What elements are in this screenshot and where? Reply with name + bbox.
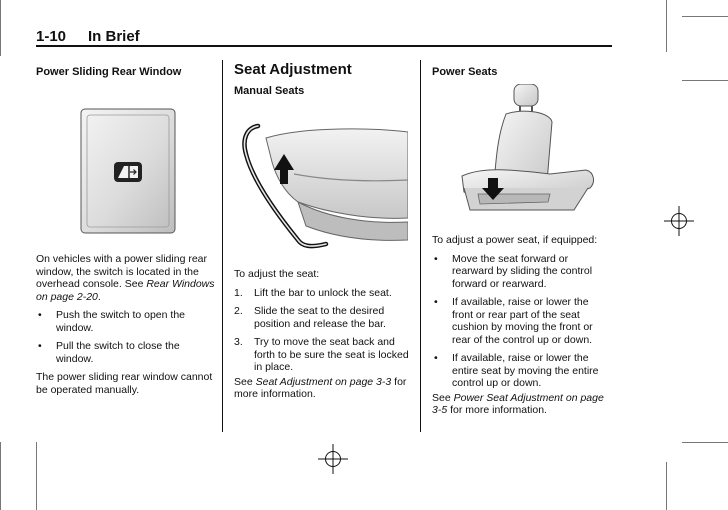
- crop-mark: [682, 442, 728, 443]
- paragraph: See Power Seat Adjustment on page 3-5 for more information.: [432, 391, 604, 416]
- cross-reference: Rear Windows on page 2-20: [36, 278, 215, 303]
- rear-window-switch-illustration: [80, 108, 176, 234]
- section-title: Seat Adjustment: [234, 61, 352, 78]
- column-seat-adjustment-body: [234, 268, 414, 401]
- rear-window-switch-icon: [114, 162, 142, 182]
- paragraph: The power sliding rear window cannot be operated manually.: [36, 371, 213, 396]
- crop-mark: [0, 0, 1, 56]
- column-power-sliding-rear-window: [36, 66, 216, 79]
- section-title: Power Seats: [432, 66, 498, 78]
- list-item: • Pull the switch to close the window.: [38, 340, 180, 365]
- bullet-icon: •: [38, 340, 42, 352]
- paragraph: On vehicles with a power sliding rear window, the switch is located in the overhead console. See Rear Windows on page 2-20.: [36, 253, 215, 303]
- list-item: • Push the switch to open the window.: [38, 309, 185, 334]
- crop-mark: [682, 80, 728, 81]
- cross-reference: Power Seat Adjustment on page 3-5: [432, 391, 604, 416]
- list-item: 3. Try to move the seat back and forth to be sure the seat is locked in place.: [234, 336, 409, 373]
- paragraph: To adjust the seat:: [234, 268, 320, 280]
- chapter-title: In Brief: [88, 28, 140, 45]
- header-rule: [36, 45, 612, 47]
- manual-seat-illustration: [236, 118, 408, 256]
- crop-mark: [666, 462, 667, 510]
- column-power-sliding-rear-window-body: [36, 253, 218, 396]
- section-title: Power Sliding Rear Window: [36, 66, 182, 78]
- crop-mark: [0, 442, 1, 510]
- bullet-icon: •: [434, 296, 438, 308]
- registration-mark-icon: [318, 444, 348, 474]
- column-divider: [222, 60, 223, 432]
- registration-mark-icon: [664, 206, 694, 236]
- bullet-icon: •: [38, 309, 42, 321]
- column-seat-adjustment: [234, 61, 412, 97]
- list-item: • If available, raise or lower the entire seat by moving the entire control up or down.: [434, 352, 599, 389]
- paragraph: See Seat Adjustment on page 3-3 for more information.: [234, 375, 407, 400]
- crop-mark: [36, 442, 37, 510]
- list-item: • Move the seat forward or rearward by sliding the control forward or rearward.: [434, 252, 593, 290]
- column-divider: [420, 60, 421, 432]
- page-number: 1-10: [36, 28, 67, 45]
- crop-mark: [666, 0, 667, 52]
- list-item: • If available, raise or lower the front or rear part of the seat cushion by moving the front or rear of the control up or down.: [434, 296, 593, 346]
- list-item: 2. Slide the seat to the desired position and release the bar.: [234, 305, 386, 330]
- page-header: [36, 28, 140, 45]
- bullet-icon: •: [434, 252, 438, 265]
- cross-reference: Seat Adjustment on page 3-3: [255, 375, 392, 388]
- paragraph: To adjust a power seat, if equipped:: [432, 234, 598, 246]
- column-power-seats: [432, 66, 612, 79]
- bullet-icon: •: [434, 352, 438, 364]
- power-seat-illustration: [454, 84, 602, 218]
- crop-mark: [682, 16, 728, 17]
- subsection-title: Manual Seats: [234, 84, 305, 97]
- list-item: 1. Lift the bar to unlock the seat.: [234, 286, 392, 299]
- column-power-seats-body: [432, 234, 612, 417]
